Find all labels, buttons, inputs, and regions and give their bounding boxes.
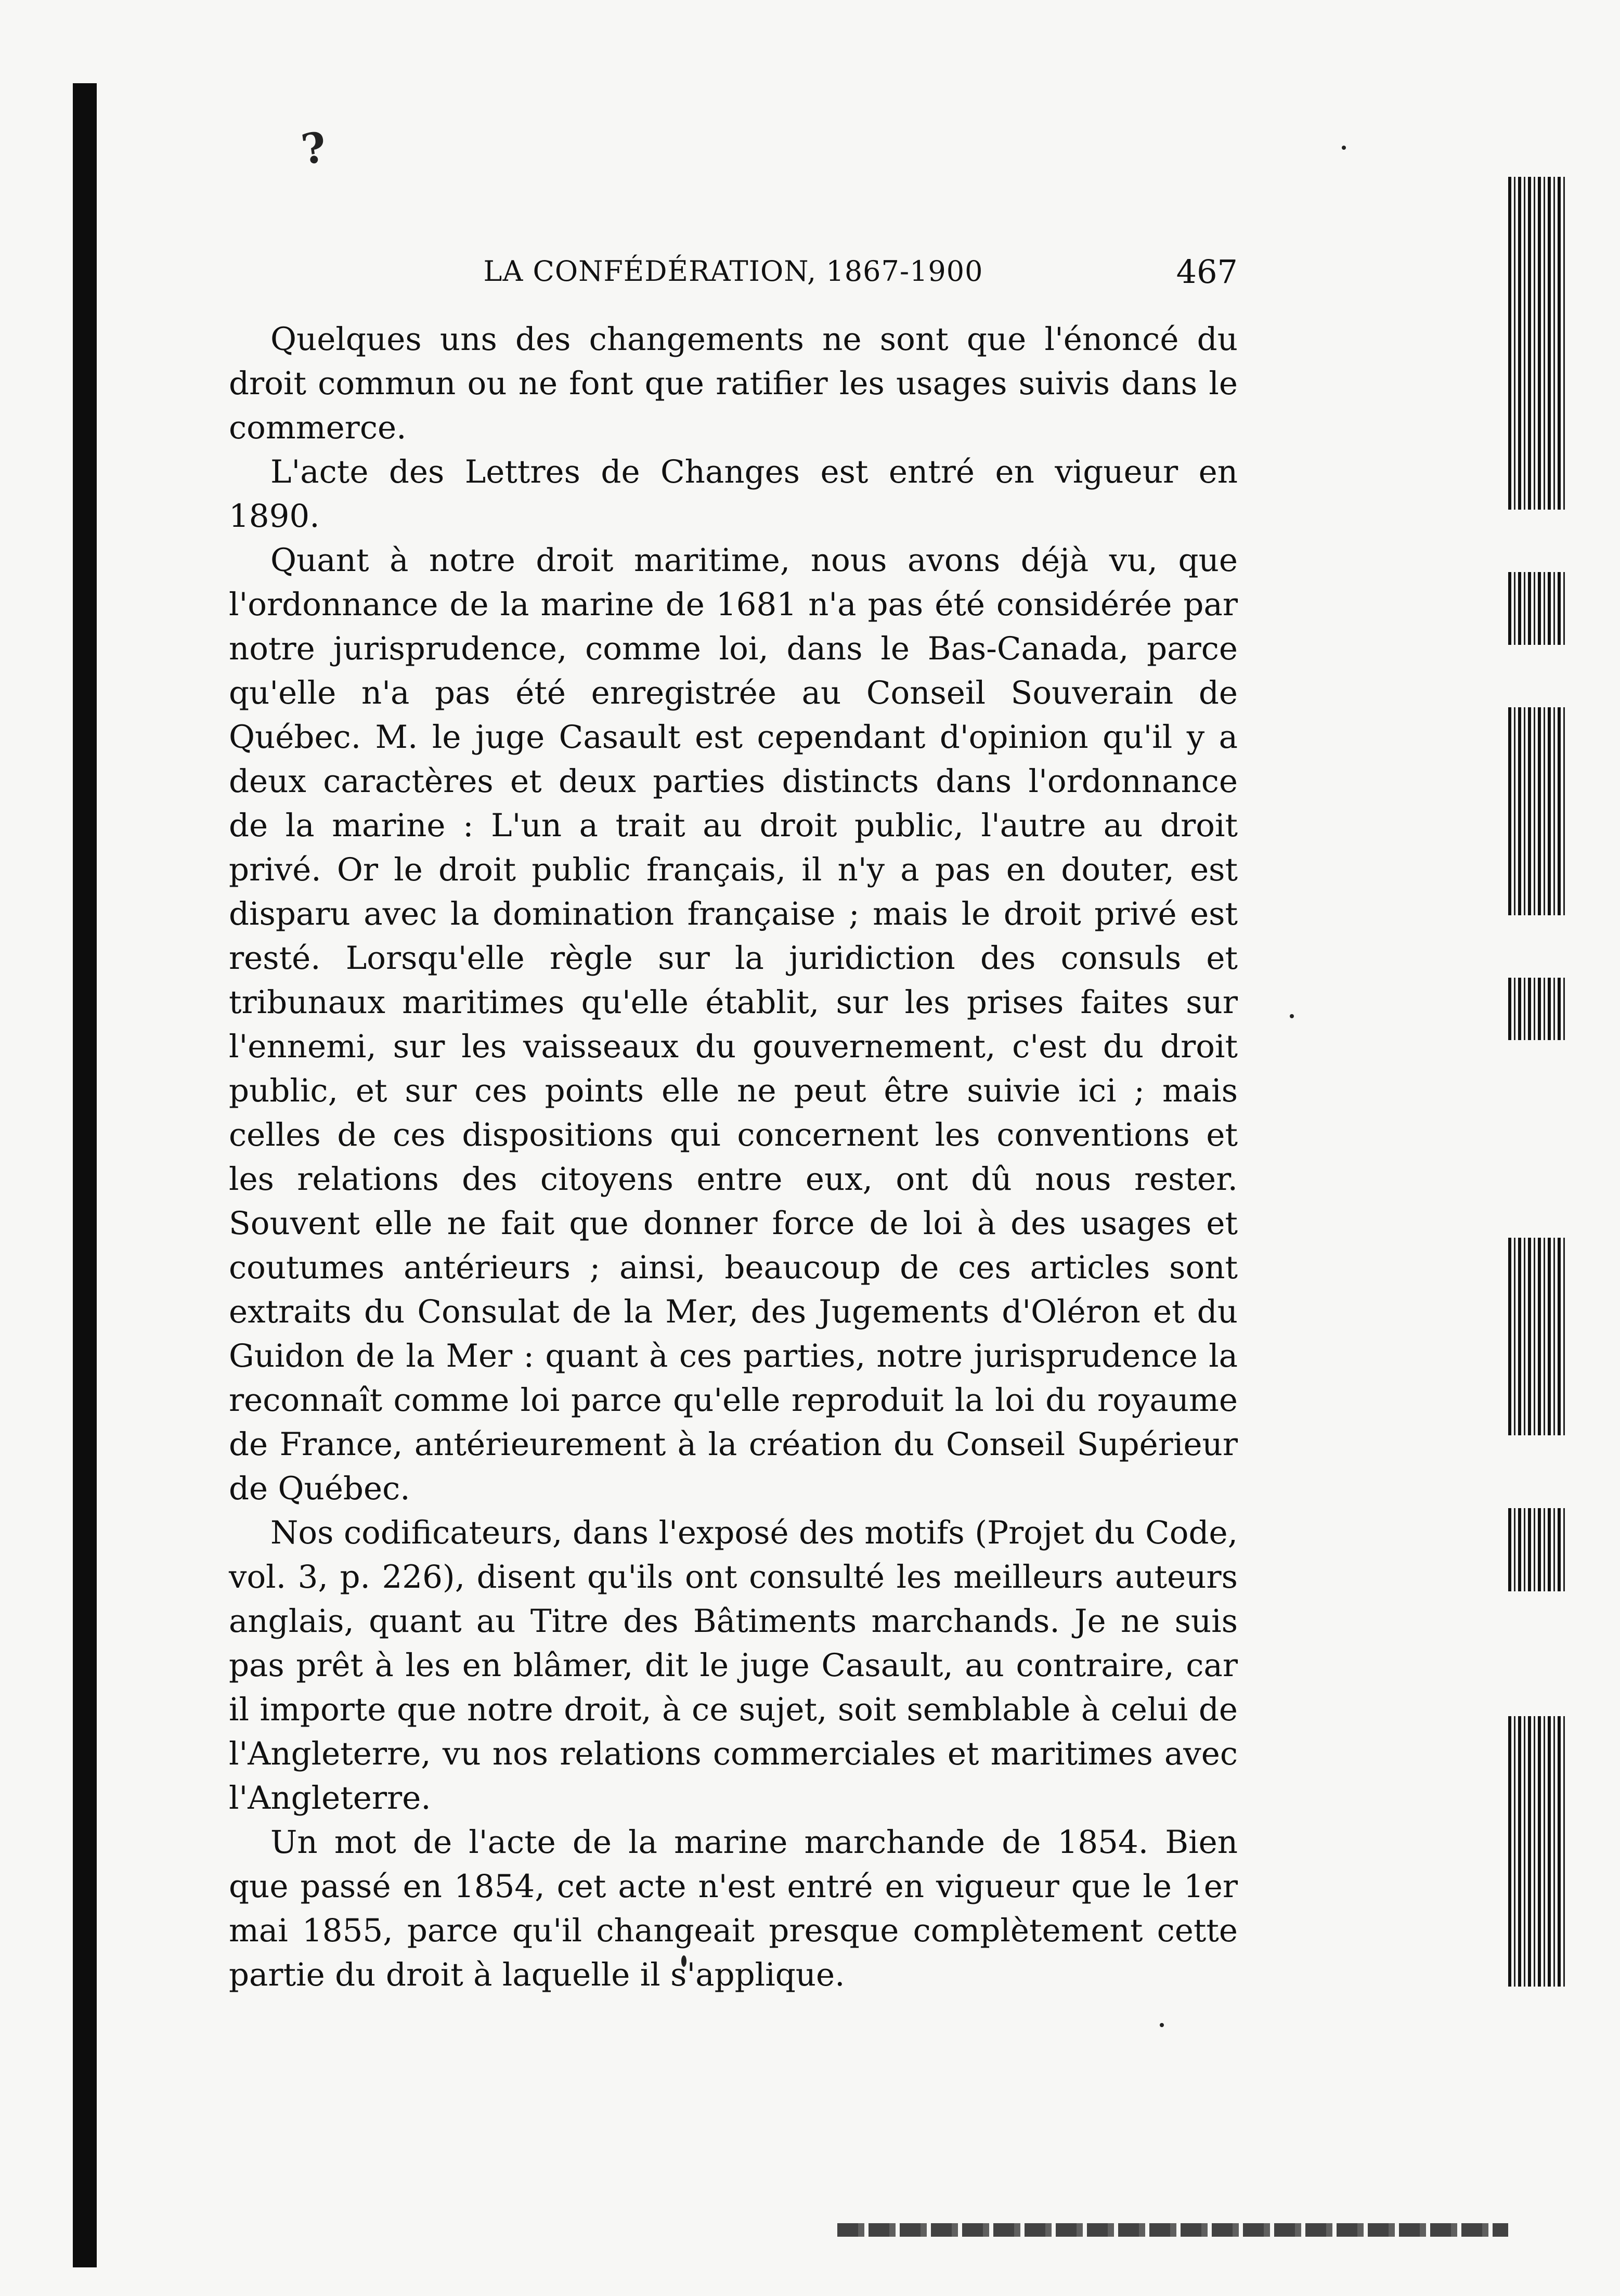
running-title: LA CONFÉDÉRATION, 1867-1900 [483,255,983,288]
scan-artifact-bottom [837,2223,1508,2237]
page-number: 467 [1176,253,1238,291]
scan-artifact-strip [1508,177,1565,2007]
paragraph: Un mot de l'acte de la marine marchande de 1854. Bien que passé en 1854, cet acte n'est entré en vigueur que le 1er mai 1855, parce qu'il changeait presque complètement cette partie du droit à laquelle il s'applique. [229,1824,1238,1993]
scan-speck [1290,1014,1294,1018]
handwritten-margin-mark: ? [298,122,330,174]
scan-speck [1160,2023,1164,2027]
binding-edge [73,83,97,2267]
paragraph: L'acte des Lettres de Changes est entré en vigueur en 1890. [229,453,1238,535]
body-text [229,317,1238,1997]
paragraph: Quelques uns des changements ne sont que l'énoncé du droit commun ou ne font que ratifier les usages suivis dans le commerce. [229,321,1238,446]
running-header [229,250,1238,296]
paragraph: Quant à notre droit maritime, nous avons déjà vu, que l'ordonnance de la marine de 1681 n'a pas été considérée par notre jurisprudence, comme loi, dans le Bas-Canada, parce qu'elle n'a pas été enregistrée au Conseil Souverain de Québec. M. le juge Casault est cependant d'opinion qu'il y a deux caractères et deux parties distincts dans l'ordonnance de la marine : L'un a trait au droit public, l'autre au droit privé. Or le droit public français, il n'y a pas en douter, est disparu avec la domination française ; mais le droit privé est resté. Lorsqu'elle règle sur la juridiction des consuls et tribunaux maritimes qu'elle établit, sur les prises faites sur l'ennemi, sur les vaisseaux du gouvernement, c'est du droit public, et sur ces points elle ne peut être suivie ici ; mais celles de ces dispositions qui concernent les conventions et les relations des citoyens entre eux, ont dû nous rester. Souvent elle ne fait que donner force de loi à des usages et coutumes antérieurs ; ainsi, beaucoup de ces articles sont extraits du Consulat de la Mer, des Jugements d'Oléron et du Guidon de la Mer : quant à ces parties, notre jurisprudence la reconnaît comme loi parce qu'elle reproduit la loi du royaume de France, antérieurement à la création du Conseil Supérieur de Québec. [229,542,1238,1507]
paragraph: Nos codificateurs, dans l'exposé des motifs (Projet du Code, vol. 3, p. 226), disent qu'ils ont consulté les meilleurs auteurs anglais, quant au Titre des Bâtiments marchands. Je ne suis pas prêt à les en blâmer, dit le juge Casault, au contraire, car il importe que notre droit, à ce sujet, soit semblable à celui de l'Angleterre, vu nos relations commerciales et maritimes avec l'Angleterre. [229,1514,1238,1817]
scan-speck [1342,146,1346,150]
